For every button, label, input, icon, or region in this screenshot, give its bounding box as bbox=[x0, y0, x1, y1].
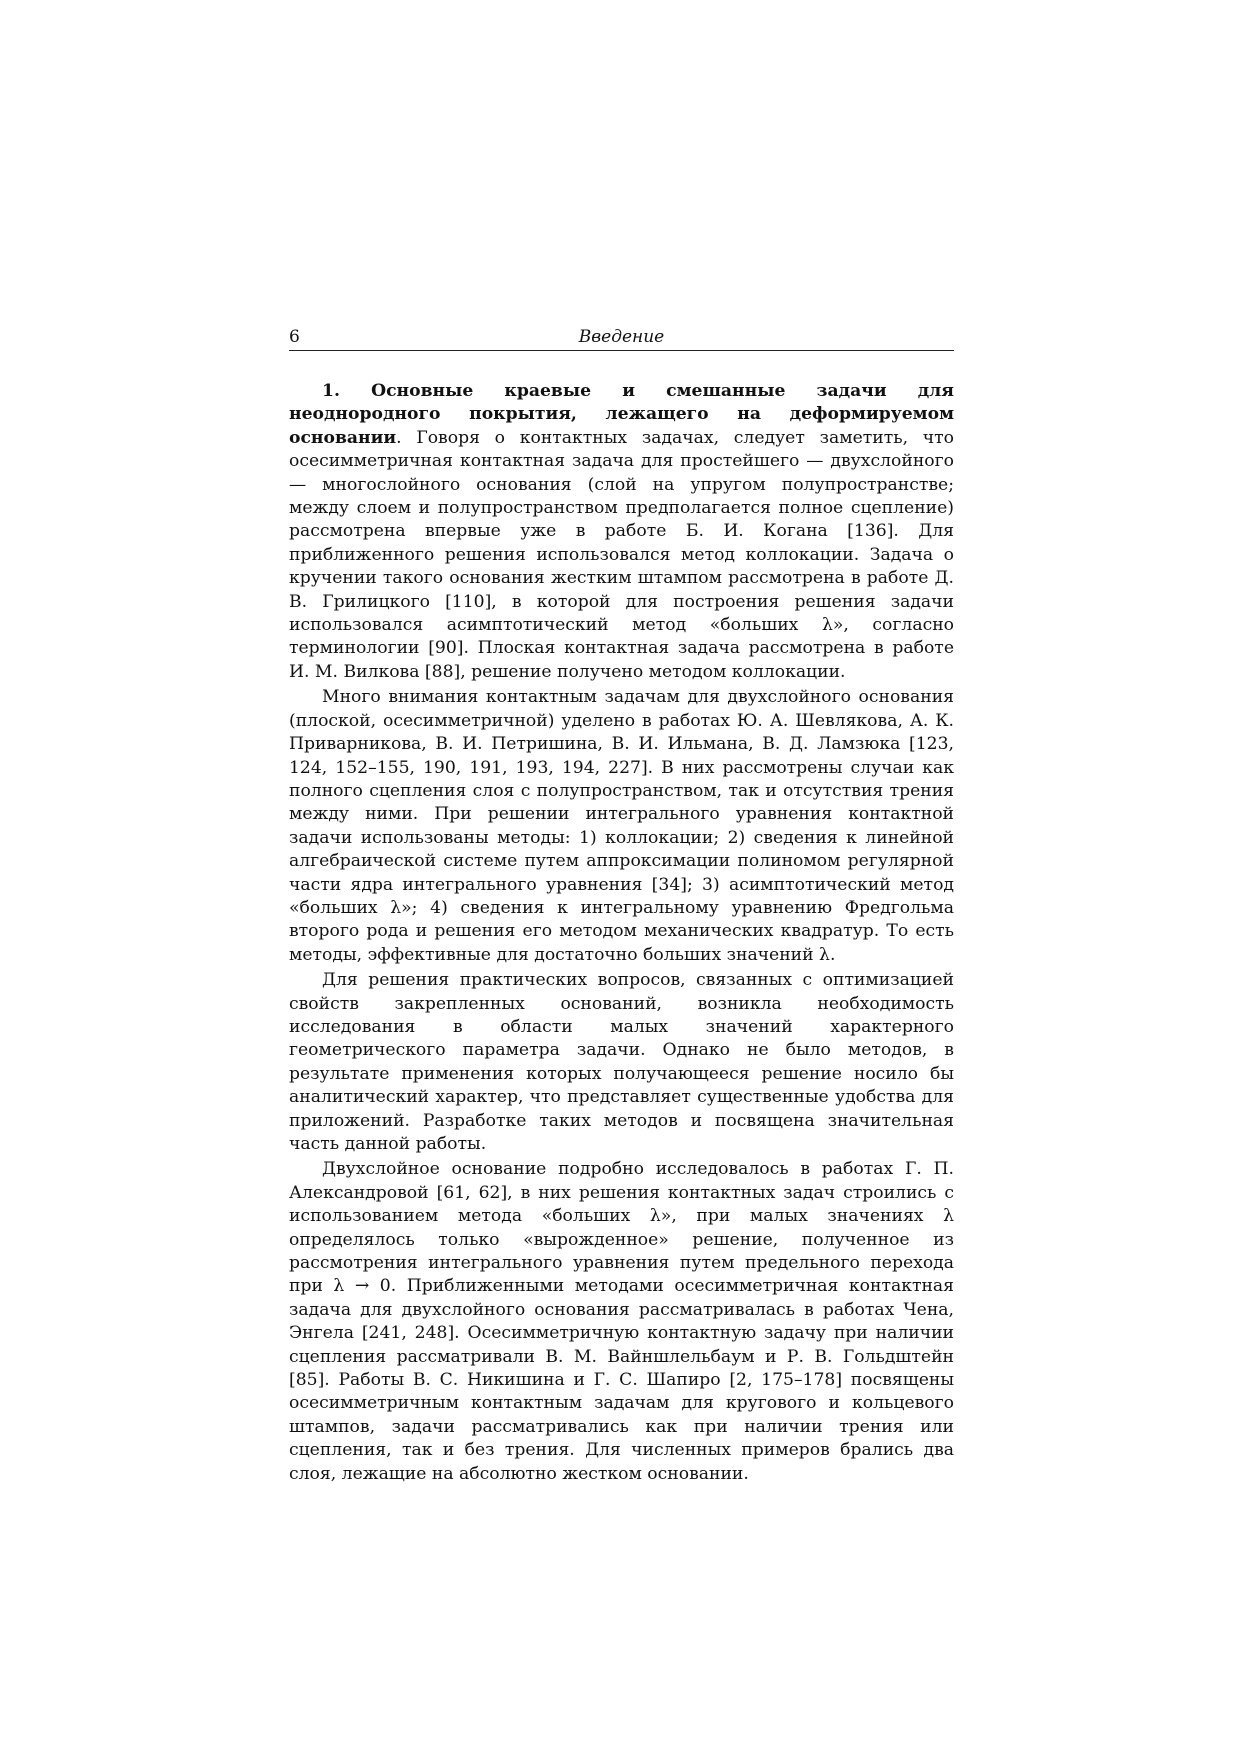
running-head bbox=[289, 324, 954, 351]
book-page bbox=[289, 324, 954, 1488]
body-text bbox=[289, 380, 954, 1486]
paragraph-2: Много внимания контактным задачам для двухслойного основания (плоской, осесимметричной) уделено в работах Ю. А. Шевлякова, А. К. Приварникова, В. И. Петришина, В. И. Ильмана, В. Д. Ламзюка [123, 124, 152–155, 190, 191, 193, 194, 227]. В них рассмотрены случаи как полного сцепления слоя с полупространством, так и отсутствия трения между ними. При решении интегрального уравнения контактной задачи использованы методы: 1) коллокации; 2) сведения к линейной алгебраической системе путем аппроксимации полиномом регулярной части ядра интегрального уравнения [34]; 3) асимптотический метод «больших λ»; 4) сведения к интегральному уравнению Фредгольма второго рода и решения его методом механических квадратур. То есть методы, эффективные для достаточно больших значений λ. bbox=[289, 687, 954, 965]
paragraph-3: Для решения практических вопросов, связанных с оптимизацией свойств закрепленных оснований, возникла необходимость исследования в области малых значений характерного геометрического параметра задачи. Однако не было методов, в результате применения которых получающееся решение носило бы аналитический характер, что представляет существенные удобства для приложений. Разработке таких методов и посвящена значительная часть данной работы. bbox=[289, 970, 954, 1154]
page-number: 6 bbox=[289, 327, 300, 347]
running-title: Введение bbox=[578, 327, 665, 347]
section-heading: 1. Основные краевые и смешанные задачи для неоднородного покрытия, лежащего на деформируемом основании bbox=[289, 381, 954, 448]
paragraph-1-text: . Говоря о контактных задачах, следует заметить, что осесимметричная контактная задача для простейшего — двухслойного — многослойного основания (слой на упругом полупространстве; между слоем и полупространством предполагается полное сцепление) рассмотрена впервые уже в работе Б. И. Когана [136]. Для приближенного решения использовался метод коллокации. Задача о кручении такого основания жестким штампом рассмотрена в работе Д. В. Грилицкого [110], в которой для построения решения задачи использовался асимптотический метод «больших λ», согласно терминологии [90]. Плоская контактная задача рассмотрена в работе И. М. Вилкова [88], решение получено методом коллокации. bbox=[289, 427, 954, 682]
paragraph-4: Двухслойное основание подробно исследовалось в работах Г. П. Александровой [61, 62], в них решения контактных задач строились с использованием метода «больших λ», при малых значениях λ определялось только «вырожденное» решение, полученное из рассмотрения интегрального уравнения путем предельного перехода при λ → 0. Приближенными методами осесимметричная контактная задача для двухслойного основания рассматривалась в работах Чена, Энгела [241, 248]. Осесимметричную контактную задачу при наличии сцепления рассматривали В. М. Вайншлельбаум и Р. В. Гольдштейн [85]. Работы В. С. Никишина и Г. С. Шапиро [2, 175–178] посвящены осесимметричным контактным задачам для кругового и кольцевого штампов, задачи рассматривались как при наличии трения или сцепления, так и без трения. Для численных примеров брались два слоя, лежащие на абсолютно жестком основании. bbox=[289, 1159, 954, 1484]
paragraph-1 bbox=[289, 380, 954, 684]
